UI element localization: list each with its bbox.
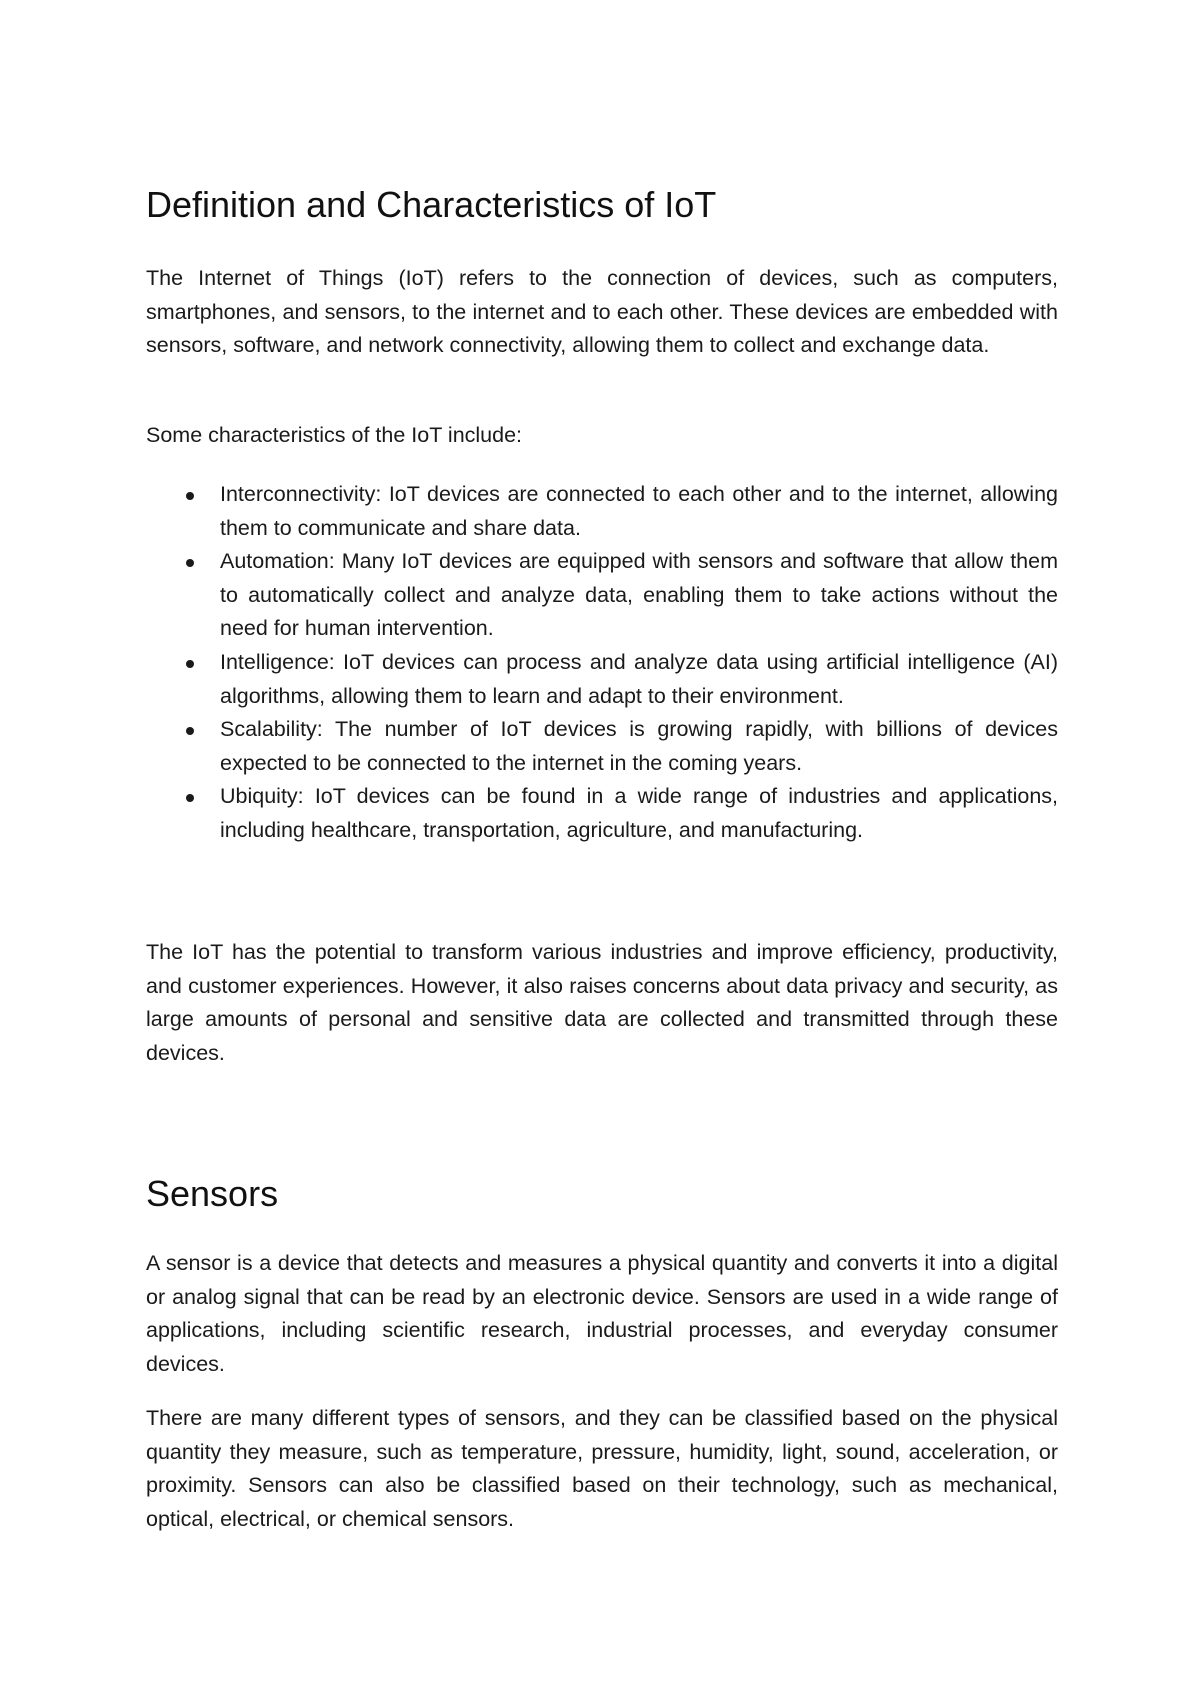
bullet-icon [186,660,194,668]
list-item-text: Interconnectivity: IoT devices are connected to each other and to the internet, allowing them to communicate and share data. [220,482,1058,540]
section-heading-sensors: Sensors [146,1173,279,1214]
bullet-icon [186,559,194,567]
list-item [146,478,1058,545]
list-item-text: Intelligence: IoT devices can process and analyze data using artificial intelligence (AI) algorithms, allowing them to learn and adapt to their environment. [220,649,1058,708]
sensors-paragraph-1: A sensor is a device that detects and measures a physical quantity and converts it into a digital or analog signal that can be read by an electronic device. Sensors are used in a wide range of applications, including scientific research, industrial processes, and everyday consumer devices. [146,1251,1058,1376]
list-item-text: Ubiquity: IoT devices can be found in a wide range of industries and applications, including healthcare, transportation, agriculture, and manufacturing. [220,784,1058,842]
list-item [146,545,1058,646]
characteristics-list [146,478,1058,848]
characteristics-lead-in: Some characteristics of the IoT include: [146,423,523,447]
intro-paragraph: The Internet of Things (IoT) refers to the connection of devices, such as computers, smartphones, and sensors, to the internet and to each other. These devices are embedded with sensors, software, and network connectivity, allowing them to collect and exchange data. [146,266,1058,358]
bullet-icon [186,727,194,735]
sensors-paragraph-2: There are many different types of sensors, and they can be classified based on the physical quantity they measure, such as temperature, pressure, humidity, light, sound, acceleration, or proximity. Sensors can also be classified based on their technology, such as mechanical, optical, electrical, or chemical sensors. [146,1406,1058,1531]
bullet-icon [186,492,194,500]
list-item [146,780,1058,847]
list-item-text: Automation: Many IoT devices are equipped with sensors and software that allow them to automatically collect and analyze data, enabling them to take actions without the need for human intervention. [220,549,1058,641]
list-item [146,646,1058,713]
list-item-text: Scalability: The number of IoT devices is growing rapidly, with billions of devices expected to be connected to the internet in the coming years. [220,717,1058,775]
bullet-icon [186,794,194,802]
section-heading-iot: Definition and Characteristics of IoT [146,184,717,225]
list-item [146,713,1058,780]
conclusion-paragraph: The IoT has the potential to transform various industries and improve efficiency, productivity, and customer experiences. However, it also raises concerns about data privacy and security, as large amounts of personal and sensitive data are collected and transmitted through these devices. [146,940,1058,1065]
